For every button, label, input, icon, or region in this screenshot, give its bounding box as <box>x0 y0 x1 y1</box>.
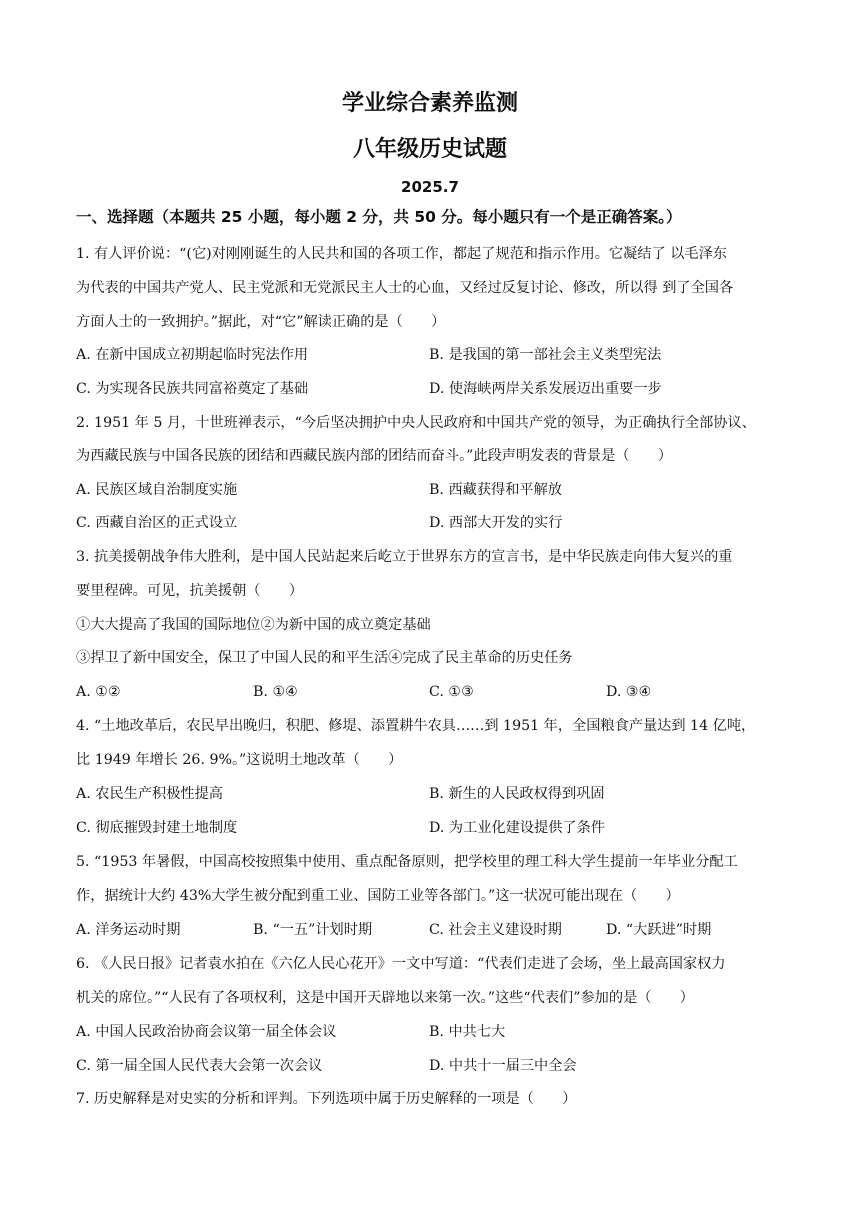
question-2-option-c: C. 西藏自治区的正式设立 <box>76 515 238 531</box>
question-5-option-b: B. “一五”计划时期 <box>253 922 373 938</box>
question-1-option-a: A. 在新中国成立初期起临时宪法作用 <box>76 347 309 363</box>
question-5-line-2: 作，据统计大约 43%大学生被分配到重工业、国防工业等各部门。”这一状况可能出现在（ ） <box>76 888 680 904</box>
question-5-option-c: C. 社会主义建设时期 <box>429 922 562 938</box>
question-6-option-d: D. 中共十一届三中全会 <box>429 1058 577 1074</box>
question-5-option-a: A. 洋务运动时期 <box>76 922 181 938</box>
question-4-option-c: C. 彻底摧毁封建土地制度 <box>76 820 238 836</box>
question-6-option-a: A. 中国人民政治协商会议第一届全体会议 <box>76 1024 337 1040</box>
question-3-option-d: D. ③④ <box>606 684 652 700</box>
question-3-line-4: ③捍卫了新中国安全，保卫了中国人民的和平生活④完成了民主革命的历史任务 <box>76 650 573 666</box>
question-3-line-1: 3. 抗美援朝战争伟大胜利，是中国人民站起来后屹立于世界东方的宣言书，是中华民族走向伟大复兴的重 <box>76 549 733 565</box>
question-7-line-1: 7. 历史解释是对史实的分析和评判。下列选项中属于历史解释的一项是（ ） <box>76 1091 577 1107</box>
exam-subtitle: 八年级历史试题 <box>352 137 507 162</box>
question-6-line-1: 6. 《人民日报》记者袁水拍在《六亿人民心花开》一文中写道：“代表们走进了会场，坐上最高国家权力 <box>76 956 726 972</box>
question-1-line-1: 1. 有人评价说：“(它)对刚刚诞生的人民共和国的各项工作，都起了规范和指示作用。它凝结了 以毛泽东 <box>76 246 727 262</box>
question-6-option-b: B. 中共七大 <box>429 1024 506 1040</box>
question-3-line-2: 要里程碑。可见，抗美援朝（ ） <box>76 583 304 599</box>
question-3-option-a: A. ①② <box>76 684 121 700</box>
question-4-option-a: A. 农民生产积极性提高 <box>76 786 223 802</box>
question-2-line-1: 2. 1951 年 5 月，十世班禅表示，“今后坚决拥护中央人民政府和中国共产党的领导，为正确执行全部协议、 <box>76 415 756 431</box>
question-3-option-c: C. ①③ <box>429 684 474 700</box>
question-1-line-3: 方面人士的一致拥护。”据此，对“它”解读正确的是（ ） <box>76 314 446 330</box>
exam-title: 学业综合素养监测 <box>341 91 518 116</box>
question-5-line-1: 5. “1953 年暑假，中国高校按照集中使用、重点配备原则，把学校里的理工科大学生提前一年毕业分配工 <box>76 854 738 870</box>
question-4-line-2: 比 1949 年增长 26. 9%。”这说明土地改革（ ） <box>76 752 403 768</box>
question-2-option-d: D. 西部大开发的实行 <box>429 515 563 531</box>
exam-date: 2025.7 <box>401 178 459 196</box>
question-2-line-2: 为西藏民族与中国各民族的团结和西藏民族内部的团结而奋斗。”此段声明发表的背景是（ ） <box>76 448 673 464</box>
question-3-option-b: B. ①④ <box>253 684 298 700</box>
question-1-option-d: D. 使海峡两岸关系发展迈出重要一步 <box>429 381 662 397</box>
question-5-option-d: D. “大跃进”时期 <box>606 922 712 938</box>
question-2-option-b: B. 西藏获得和平解放 <box>429 482 562 498</box>
question-2-option-a: A. 民族区域自治制度实施 <box>76 482 238 498</box>
question-1-line-2: 为代表的中国共产党人、民主党派和无党派民主人士的心血，又经过反复讨论、修改，所以得 到了全国各 <box>76 280 734 296</box>
question-6-line-2: 机关的席位。”“人民有了各项权利，这是中国开天辟地以来第一次。”这些“代表们”参加的是（ ） <box>76 990 694 1006</box>
question-4-option-d: D. 为工业化建设提供了条件 <box>429 820 605 836</box>
section-heading: 一、选择题（本题共 25 小题，每小题 2 分，共 50 分。每小题只有一个是正确答案。） <box>76 208 682 226</box>
question-1-option-b: B. 是我国的第一部社会主义类型宪法 <box>429 347 662 363</box>
question-1-option-c: C. 为实现各民族共同富裕奠定了基础 <box>76 381 309 397</box>
question-4-line-1: 4. “土地改革后，农民早出晚归，积肥、修堤、添置耕牛农具……到 1951 年，全国粮食产量达到 14 亿吨， <box>76 718 756 734</box>
question-4-option-b: B. 新生的人民政权得到巩固 <box>429 786 605 802</box>
question-6-option-c: C. 第一届全国人民代表大会第一次会议 <box>76 1058 323 1074</box>
question-3-line-3: ①大大提高了我国的国际地位②为新中国的成立奠定基础 <box>76 617 431 633</box>
